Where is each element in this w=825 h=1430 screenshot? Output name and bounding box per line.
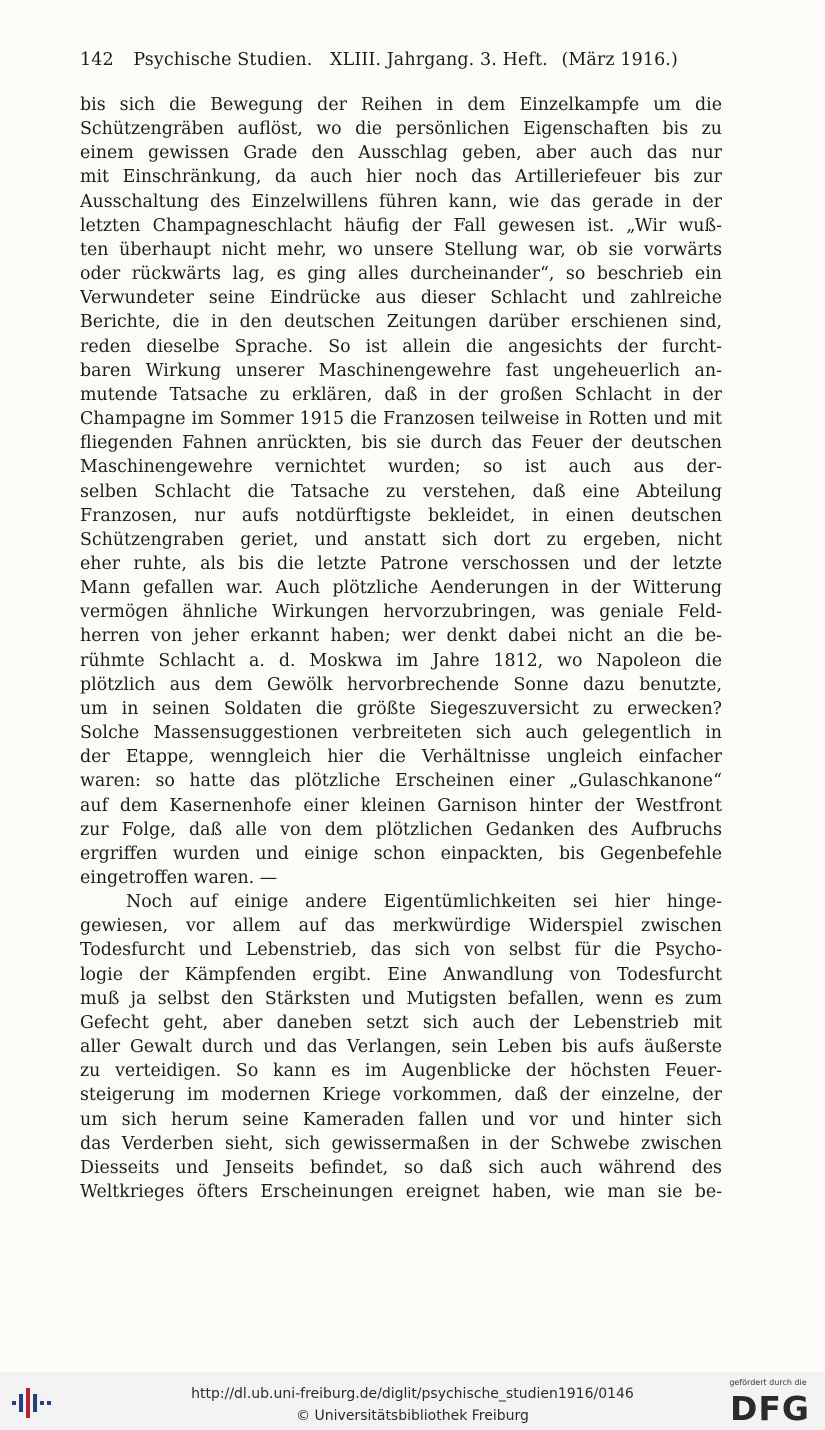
issue-date: (März 1916.)	[561, 50, 678, 70]
text-line: Diesseits und Jenseits befindet, so daß sich auch während des	[80, 1157, 722, 1178]
text-line: um in seinen Soldaten die größte Siegeszuversicht zu erwecken?	[80, 698, 722, 719]
text-line: fliegenden Fahnen anrückten, bis sie durch das Feuer der deutschen	[80, 433, 722, 454]
text-line: Berichte, die in den deutschen Zeitungen darüber erschienen sind,	[80, 312, 722, 333]
volume-issue: XLIII. Jahrgang. 3. Heft.	[330, 50, 548, 70]
text-line: zur Folge, daß alle von dem plötzlichen Gedanken des Aufbruchs	[80, 819, 722, 840]
text-line: Weltkrieges öfters Erscheinungen ereignet haben, wie man sie be-	[80, 1182, 722, 1203]
dfg-caption: gefördert durch die	[729, 1378, 807, 1387]
body-text	[80, 93, 722, 1204]
text-line: Solche Massensuggestionen verbreiteten sich auch gelegentlich in	[80, 723, 722, 744]
text-line: gewiesen, vor allem auf das merkwürdige Widerspiel zwischen	[80, 916, 722, 937]
text-line: vermögen ähnliche Wirkungen hervorzubringen, was geniale Feld-	[80, 602, 722, 623]
text-line: waren: so hatte das plötzliche Erscheinen einer „Gulaschkanone“	[80, 771, 722, 792]
page-number: 142	[80, 50, 114, 70]
text-line: muß ja selbst den Stärksten und Mutigsten befallen, wenn es zum	[80, 988, 722, 1009]
text-line: selben Schlacht die Tatsache zu verstehen, daß eine Abteilung	[80, 481, 722, 502]
permalink-url[interactable]: http://dl.ub.uni-freiburg.de/diglit/psychische_studien1916/0146	[191, 1386, 634, 1402]
text-line: Champagne im Sommer 1915 die Franzosen teilweise in Rotten und mit	[80, 409, 722, 430]
text-line: der Etappe, wenngleich hier die Verhältnisse ungleich einfacher	[80, 747, 722, 768]
text-line: Gefecht geht, aber daneben setzt sich auch der Lebenstrieb mit	[80, 1012, 722, 1033]
journal-title: Psychische Studien.	[133, 50, 313, 70]
text-line: Schützengräben auflöst, wo die persönlichen Eigenschaften bis zu	[80, 119, 722, 140]
text-line: mutende Tatsache zu erklären, daß in der großen Schlacht in der	[80, 384, 722, 405]
running-head	[80, 50, 730, 70]
text-line: bis sich die Bewegung der Reihen in dem Einzelkampfe um die	[80, 95, 722, 115]
text-line: auf dem Kasernenhofe einer kleinen Garnison hinter der Westfront	[80, 795, 722, 816]
text-line: logie der Kämpfenden ergibt. Eine Anwandlung von Todesfurcht	[80, 964, 722, 985]
text-line: das Verderben sieht, sich gewissermaßen in der Schwebe zwischen	[80, 1133, 722, 1154]
text-line: oder rückwärts lag, es ging alles durcheinander“, so beschrieb ein	[80, 264, 722, 285]
text-line: zu verteidigen. So kann es im Augenblicke der höchsten Feuer-	[80, 1061, 722, 1082]
text-line: ergriffen wurden und einige schon einpackten, bis Gegenbefehle	[80, 843, 722, 864]
copyright-notice: © Universitätsbibliothek Freiburg	[296, 1408, 529, 1424]
text-line: letzten Champagneschlacht häufig der Fall gewesen ist. „Wir wuß-	[80, 215, 722, 236]
text-line: Maschinengewehre vernichtet wurden; so ist auch aus der-	[80, 457, 722, 478]
text-line: Schützengraben geriet, und anstatt sich dort zu ergeben, nicht	[80, 529, 722, 550]
footer-bar	[0, 1372, 825, 1430]
text-line: um sich herum seine Kameraden fallen und vor und hinter sich	[80, 1109, 722, 1130]
text-line: einem gewissen Grade den Ausschlag geben, aber auch das nur	[80, 143, 722, 164]
text-line: plötzlich aus dem Gewölk hervorbrechende Sonne dazu benutzte,	[80, 674, 722, 695]
text-line: mit Einschränkung, da auch hier noch das Artilleriefeuer bis zur	[80, 167, 722, 188]
dfg-logo-icon	[726, 1390, 814, 1424]
text-line: eher ruhte, als bis die letzte Patrone verschossen und der letzte	[80, 553, 722, 574]
text-line: rühmte Schlacht a. d. Moskwa im Jahre 1812, wo Napoleon die	[80, 650, 722, 671]
text-line: reden dieselbe Sprache. So ist allein die angesichts der furcht-	[80, 336, 722, 357]
text-line: ten überhaupt nicht mehr, wo unsere Stellung war, ob sie vorwärts	[80, 239, 722, 260]
text-line: Noch auf einige andere Eigentümlichkeiten sei hier hinge-	[126, 892, 722, 913]
text-line: steigerung im modernen Kriege vorkommen, daß der einzelne, der	[80, 1085, 722, 1106]
text-line: Mann gefallen war. Auch plötzliche Aenderungen in der Witterung	[80, 578, 722, 599]
dfg-logo-text: DFG	[729, 1390, 811, 1424]
text-line: Franzosen, nur aufs notdürftigste bekleidet, in einen deutschen	[80, 505, 722, 526]
text-line: Ausschaltung des Einzelwillens führen kann, wie das gerade in der	[80, 191, 722, 212]
text-line: eingetroffen waren. —	[80, 868, 278, 888]
dfg-funding-block	[718, 1378, 818, 1426]
text-line: Verwundeter seine Eindrücke aus dieser Schlacht und zahlreiche	[80, 288, 722, 309]
text-line: aller Gewalt durch und das Verlangen, sein Leben bis aufs äußerste	[80, 1037, 722, 1058]
text-line: Todesfurcht und Lebenstrieb, das sich von selbst für die Psycho-	[80, 940, 722, 961]
text-line: baren Wirkung unserer Maschinengewehre fast ungeheuerlich an-	[80, 360, 722, 381]
text-line: herren von jeher erkannt haben; wer denkt dabei nicht an die be-	[80, 626, 722, 647]
